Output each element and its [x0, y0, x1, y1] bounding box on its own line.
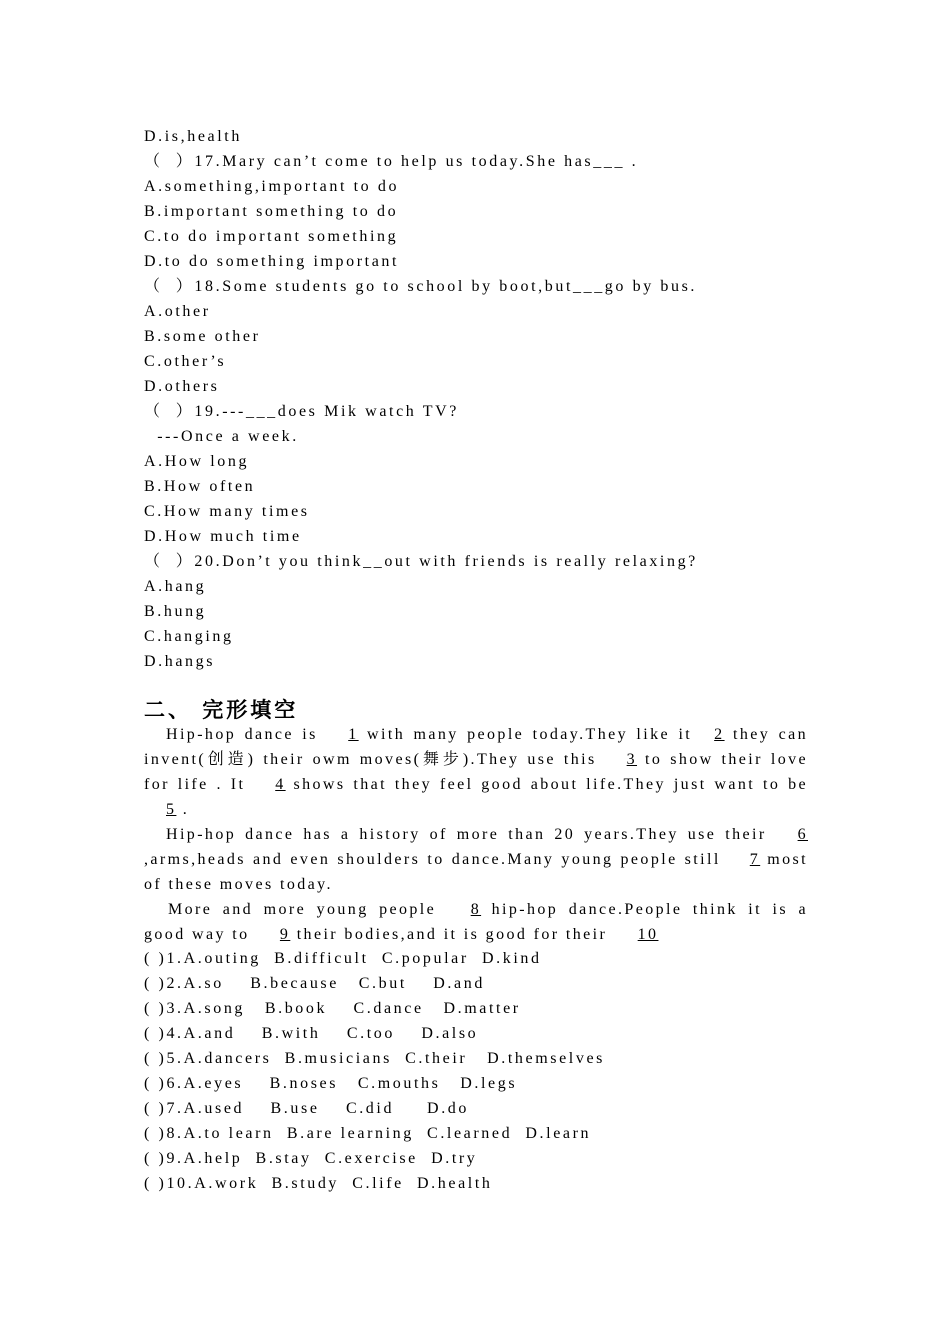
cloze-option-5: ( )5.A.dancers B.musicians C.their D.themselves: [144, 1050, 605, 1067]
option-line: D.is,health: [144, 128, 242, 145]
option-line: B.How often: [144, 478, 256, 495]
blank-1: 1: [348, 726, 359, 743]
blank-5: 5: [166, 801, 177, 818]
answer-line: ---Once a week.: [144, 428, 299, 445]
cloze-option-8: ( )8.A.to learn B.are learning C.learned D.learn: [144, 1125, 592, 1142]
cloze-option-6: ( )6.A.eyes B.noses C.mouths D.legs: [144, 1075, 518, 1092]
question-17: （ ）17.Mary can’t come to help us today.She has___ .: [144, 153, 639, 170]
option-line: B.hung: [144, 603, 207, 620]
option-line: A.How long: [144, 453, 250, 470]
option-line: B.important something to do: [144, 203, 399, 220]
option-line: A.hang: [144, 578, 207, 595]
blank-8: 8: [470, 901, 482, 918]
passage-paragraph-2: Hip-hop dance has a history of more than 20 years.They use their 6 ,arms,heads and even shoulders to dance.Many young people still 7 most of these moves today.: [144, 822, 808, 897]
cloze-option-4: ( )4.A.and B.with C.too D.also: [144, 1025, 479, 1042]
cloze-option-9: ( )9.A.help B.stay C.exercise D.try: [144, 1150, 478, 1167]
option-line: A.other: [144, 303, 211, 320]
option-line: D.hangs: [144, 653, 216, 670]
blank-7: 7: [749, 851, 761, 868]
option-line: A.something,important to do: [144, 178, 400, 195]
blank-10: 10: [637, 926, 659, 943]
option-line: C.How many times: [144, 503, 310, 520]
question-19: （ ）19.---___does Mik watch TV?: [144, 403, 459, 420]
blank-3: 3: [626, 751, 638, 768]
blank-4: 4: [275, 776, 286, 793]
question-20: （ ）20.Don’t you think__out with friends is really relaxing?: [144, 553, 698, 570]
cloze-option-10: ( )10.A.work B.study C.life D.health: [144, 1175, 493, 1192]
section-heading: 二、 完形填空: [144, 698, 299, 722]
option-line: C.other’s: [144, 353, 227, 370]
option-line: C.to do important something: [144, 228, 399, 245]
blank-2: 2: [714, 726, 725, 743]
question-18: （ ）18.Some students go to school by boot,but___go by bus.: [144, 278, 698, 295]
passage-paragraph-3: More and more young people 8 hip-hop dance.People think it is a good way to 9 their bodies,and it is good for their 10: [144, 897, 808, 947]
cloze-option-7: ( )7.A.used B.use C.did D.do: [144, 1100, 470, 1117]
option-line: C.hanging: [144, 628, 234, 645]
blank-6: 6: [797, 826, 808, 843]
option-line: D.to do something important: [144, 253, 400, 270]
option-line: D.How much time: [144, 528, 302, 545]
passage-paragraph-1: Hip-hop dance is 1 with many people today.They like it2 they can invent(创造) their owm moves(舞步).They use this 3 to show their love for life . It 4 shows that they feel good about life.They just want to be 5 .: [144, 722, 808, 822]
cloze-option-2: ( )2.A.so B.because C.but D.and: [144, 975, 485, 992]
option-line: B.some other: [144, 328, 261, 345]
option-line: D.others: [144, 378, 220, 395]
cloze-option-3: ( )3.A.song B.book C.dance D.matter: [144, 1000, 521, 1017]
blank-9: 9: [279, 926, 291, 943]
cloze-option-1: ( )1.A.outing B.difficult C.popular D.kind: [144, 950, 542, 967]
